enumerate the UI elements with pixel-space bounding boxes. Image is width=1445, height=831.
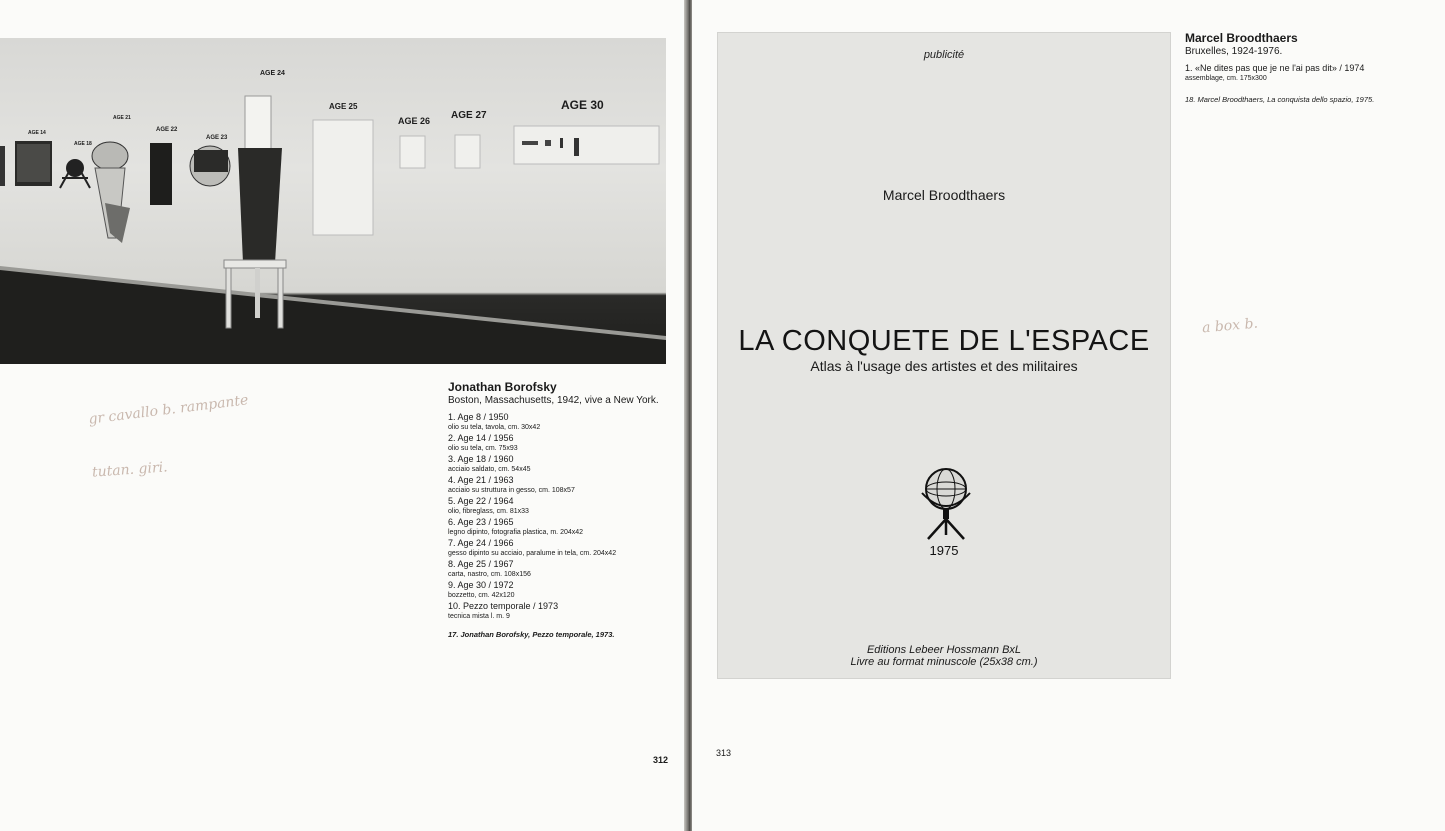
broodthaers-caption — [1185, 31, 1425, 104]
figure-caption: 18. Marcel Broodthaers, La conquista dello spazio, 1975. — [1185, 95, 1375, 104]
age-label: AGE 14 — [28, 130, 46, 136]
work-item — [1185, 63, 1425, 83]
work-title: 4. Age 21 / 1963 — [448, 475, 514, 485]
poster-author: Marcel Broodthaers — [882, 187, 1006, 203]
artist-info: Bruxelles, 1924-1976. — [1185, 46, 1283, 57]
exhibition-photo — [0, 38, 666, 364]
age-label: AGE 23 — [206, 135, 228, 141]
exhibition-photo-drawing — [0, 38, 666, 364]
work-title: 2. Age 14 / 1956 — [448, 433, 514, 443]
work-description: bozzetto, cm. 42x120 — [448, 592, 515, 599]
work-item — [448, 496, 678, 516]
work-description: acciaio saldato, cm. 54x45 — [448, 466, 531, 473]
left-page — [0, 0, 686, 831]
work-list — [448, 412, 678, 621]
work-item — [448, 454, 678, 474]
age-label: AGE 24 — [260, 70, 285, 77]
work-description: gesso dipinto su acciaio, paralume in tela, cm. 204x42 — [448, 550, 617, 557]
work-item — [448, 559, 678, 579]
work-title: 10. Pezzo temporale / 1973 — [448, 601, 559, 611]
handwritten-note: a box b. — [1201, 315, 1259, 337]
age-label: AGE 25 — [329, 102, 358, 111]
age-label: AGE 27 — [451, 110, 487, 121]
work-title: 8. Age 25 / 1967 — [448, 559, 514, 569]
work-item — [448, 517, 678, 537]
poster-format: Livre au format minuscole (25x38 cm.) — [850, 656, 1038, 668]
work-description: olio su tela, tavola, cm. 30x42 — [448, 424, 541, 431]
work-item — [448, 433, 678, 453]
work-title: 5. Age 22 / 1964 — [448, 496, 514, 506]
work-description: assemblage, cm. 175x300 — [1185, 75, 1267, 82]
work-item — [448, 580, 678, 600]
artist-name: Marcel Broodthaers — [1185, 31, 1298, 45]
page-number: 312 — [653, 755, 669, 765]
poster-tag: publicité — [923, 49, 965, 61]
work-title: 1. «Ne dites pas que je ne l'ai pas dit» / 1974 — [1185, 63, 1365, 73]
work-title: 1. Age 8 / 1950 — [448, 412, 509, 422]
globe-icon — [918, 463, 974, 543]
handwritten-note: gr cavallo b. rampante — [87, 392, 250, 428]
work-item — [448, 601, 678, 621]
age-label: AGE 26 — [398, 116, 431, 126]
work-description: tecnica mista l. m. 9 — [448, 613, 510, 620]
artist-name: Jonathan Borofsky — [448, 380, 557, 394]
age-label: AGE 22 — [156, 127, 178, 133]
work-title: 6. Age 23 / 1965 — [448, 517, 514, 527]
poster-year: 1975 — [929, 543, 959, 558]
artist-info: Boston, Massachusetts, 1942, vive a New York. — [448, 395, 659, 406]
poster-publisher: Editions Lebeer Hossmann BxL — [866, 644, 1022, 656]
work-description: legno dipinto, fotografia plastica, m. 204x42 — [448, 529, 584, 536]
age-label: AGE 30 — [561, 98, 604, 112]
work-title: 7. Age 24 / 1966 — [448, 538, 514, 548]
page-number: 313 — [716, 748, 732, 758]
age-label: AGE 21 — [113, 115, 131, 121]
poster-subtitle: Atlas à l'usage des artistes et des militaires — [810, 358, 1078, 374]
figure-caption: 17. Jonathan Borofsky, Pezzo temporale, 1973. — [448, 630, 615, 639]
work-description: carta, nastro, cm. 108x156 — [448, 571, 531, 578]
borofsky-caption — [448, 380, 678, 639]
age-label: AGE 18 — [74, 141, 92, 147]
work-item — [448, 475, 678, 495]
work-title: 3. Age 18 / 1960 — [448, 454, 514, 464]
handwritten-note: tutan. giri. — [91, 459, 169, 481]
work-item — [448, 538, 678, 558]
work-description: acciaio su struttura in gesso, cm. 108x57 — [448, 487, 575, 494]
work-description: olio, fibreglass, cm. 81x33 — [448, 508, 529, 515]
poster-title: LA CONQUETE DE L'ESPACE — [738, 325, 1150, 357]
work-item — [448, 412, 678, 432]
advertisement-poster — [717, 32, 1171, 679]
work-description: olio su tela, cm. 75x93 — [448, 445, 518, 452]
work-title: 9. Age 30 / 1972 — [448, 580, 514, 590]
